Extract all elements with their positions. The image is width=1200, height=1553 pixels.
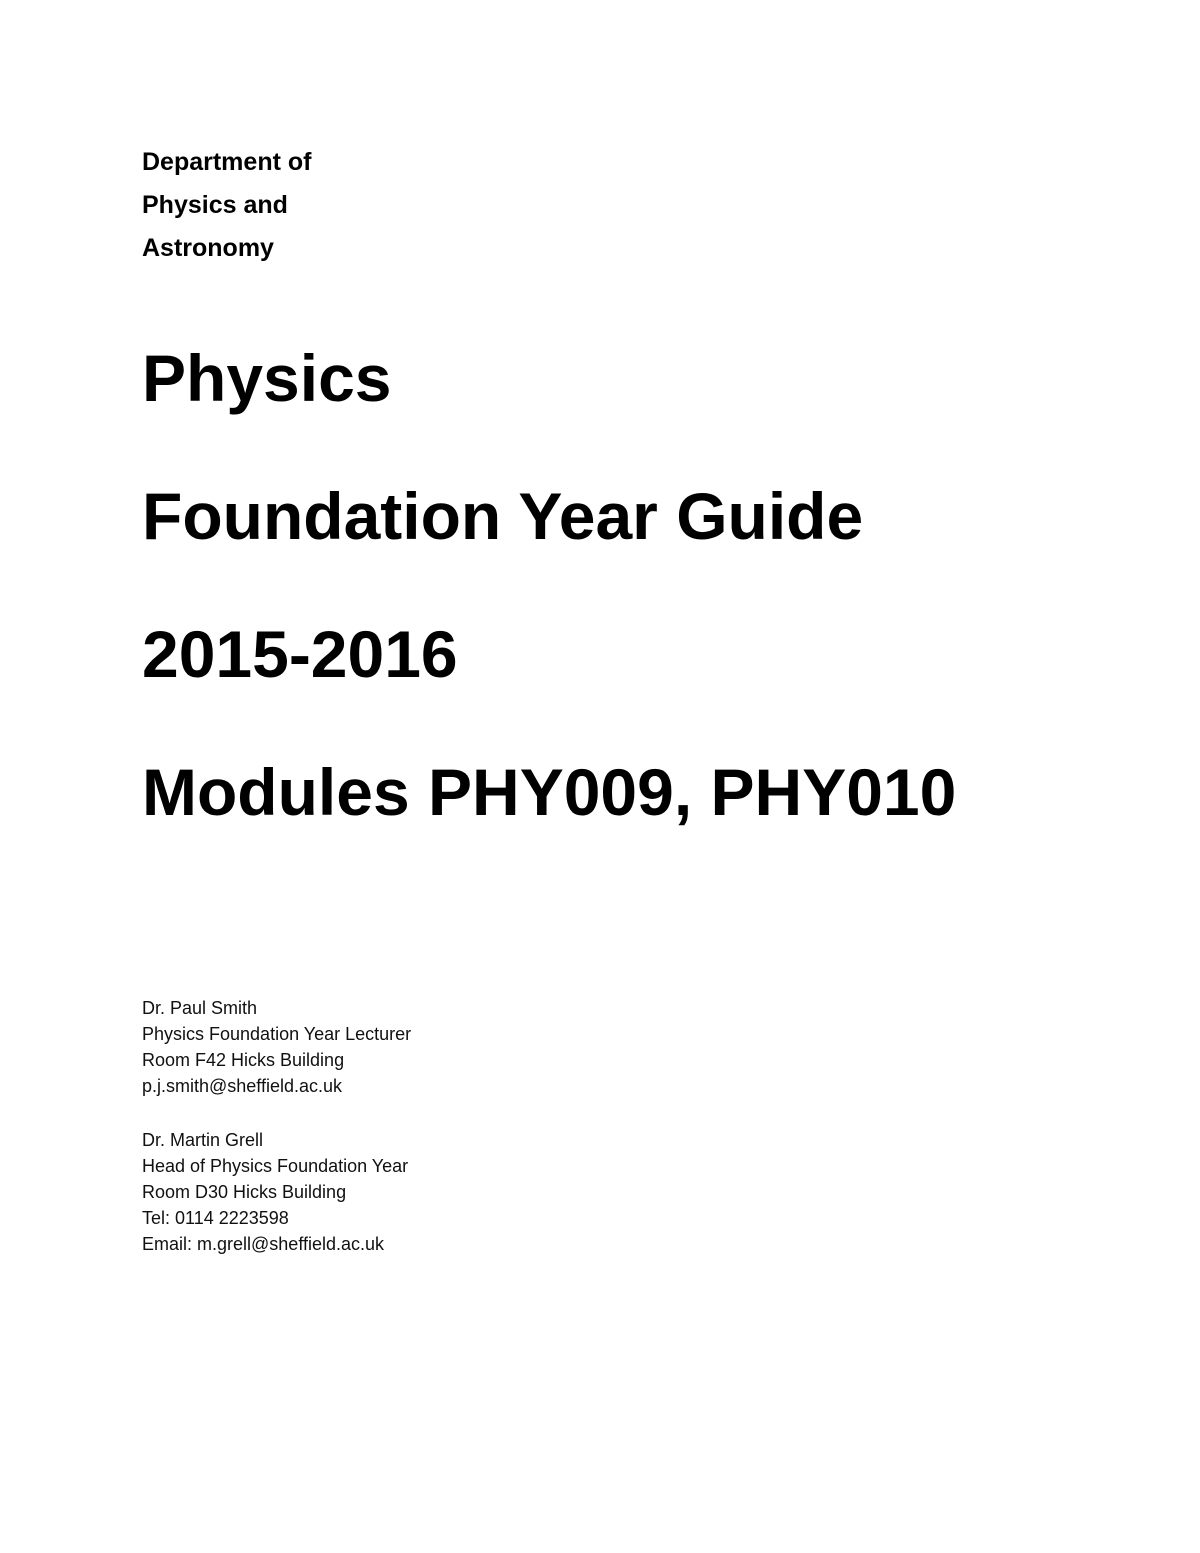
title-line-modules: Modules PHY009, PHY010 bbox=[142, 755, 957, 829]
contact-role: Physics Foundation Year Lecturer bbox=[142, 1024, 412, 1044]
contact-name: Dr. Martin Grell bbox=[142, 1130, 264, 1150]
title-line-subject: Physics bbox=[142, 341, 392, 415]
contact-email: p.j.smith@sheffield.ac.uk bbox=[142, 1076, 343, 1096]
department-line: Physics and bbox=[142, 191, 288, 219]
document-title bbox=[142, 341, 957, 829]
department-line: Department of bbox=[142, 148, 312, 176]
title-line-year: 2015-2016 bbox=[142, 617, 458, 691]
contact-name: Dr. Paul Smith bbox=[142, 998, 258, 1018]
department-line: Astronomy bbox=[142, 234, 274, 262]
contact-role: Head of Physics Foundation Year bbox=[142, 1156, 409, 1176]
contact-tel: Tel: 0114 2223598 bbox=[142, 1208, 289, 1228]
contact-room: Room D30 Hicks Building bbox=[142, 1182, 347, 1202]
contact-block-lecturer bbox=[142, 995, 411, 1099]
contact-room: Room F42 Hicks Building bbox=[142, 1050, 345, 1070]
department-heading bbox=[142, 141, 311, 270]
title-line-guide: Foundation Year Guide bbox=[142, 479, 864, 553]
contact-block-head bbox=[142, 1127, 408, 1257]
contact-email: Email: m.grell@sheffield.ac.uk bbox=[142, 1234, 385, 1254]
